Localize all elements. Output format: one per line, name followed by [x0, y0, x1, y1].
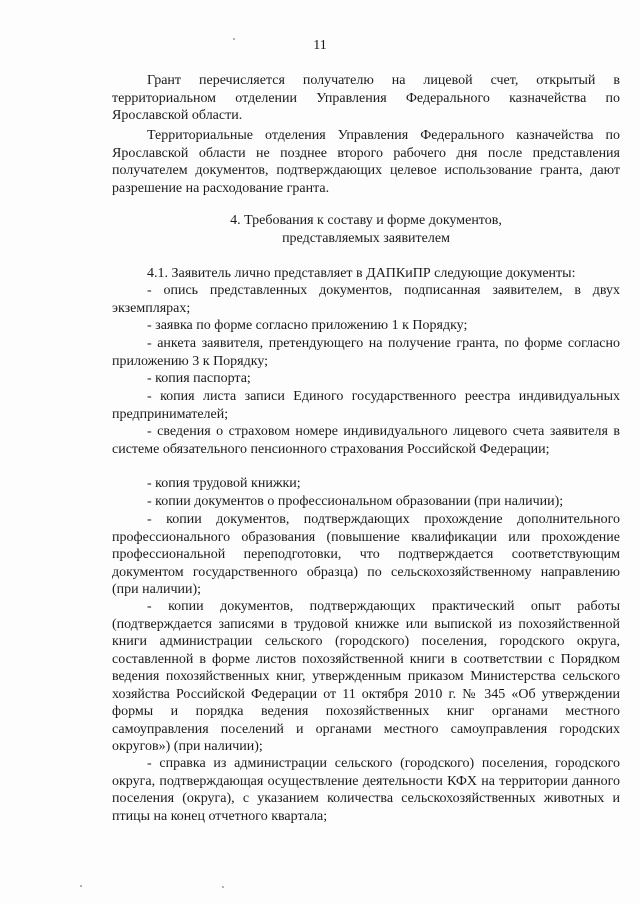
list-item-snils: - сведения о страховом номере индивидуального лицевого счета заявителя в системе обязательного пенсионного страхования Российской Федерации;: [112, 424, 620, 457]
scan-speck: [222, 886, 224, 888]
list-item-education: - копии документов о профессиональном образовании (при наличии);: [147, 494, 564, 509]
list-item-passport-copy: - копия паспорта;: [147, 371, 251, 386]
list-item-application: - заявка по форме согласно приложению 1 к Порядку;: [147, 318, 468, 333]
list-item-additional-education: - копии документов, подтверждающих прохождение дополнительного профессионального образования (повышение квалификации или прохождение профессиональной переподготовки, что подтверждается соответствующим документом государственного образца) по сельскохозяйственному направлению (при наличии);: [112, 512, 620, 597]
paragraph-grant-transfer: Грант перечисляется получателю на лицевой счет, открытый в территориальном отделении Управления Федерального казначейства по Ярославской области.: [112, 73, 620, 123]
list-item-work-experience: - копии документов, подтверждающих практический опыт работы (подтверждается записями в трудовой книжке или выпиской из похозяйственной книги администрации сельского (городского) поселения, городского округа, составленной в форме листов похозяйственной книги в соответствии с Порядком ведения похозяйственных книг, утвержденным приказом Министерства сельского хозяйства Российской Федерации от 11 октября 2010 г. № 345 «Об утверждении формы и порядка ведения похозяйственных книг органами местного самоуправления поселений и органами местного самоуправления городских округов») (при наличии);: [112, 599, 620, 754]
list-item-questionnaire: - анкета заявителя, претендующего на получение гранта, по форме согласно приложению 3 к Порядку;: [112, 336, 620, 369]
section-heading-line-1: 4. Требования к составу и форме документов,: [230, 213, 502, 228]
paragraph-treasury-permission: Территориальные отделения Управления Федерального казначейства по Ярославской области не позднее второго рабочего дня после представления получателем документов, подтверждающих целевое использование гранта, дают разрешение на расходование гранта.: [112, 128, 620, 196]
page-number: 11: [313, 38, 327, 53]
section-heading-line-2: представляемых заявителем: [282, 231, 450, 246]
scan-speck: [233, 38, 235, 40]
list-item-employment-book: - копия трудовой книжки;: [147, 476, 301, 491]
list-item-administration-certificate: - справка из администрации сельского (городского) поселения, городского округа, подтверждающая осуществление деятельности КФХ на территории данного поселения (округа), с указанием количества сельскохозяйственных животных и птицы на конец отчетного квартала;: [112, 756, 620, 824]
list-item-inventory: - опись представленных документов, подписанная заявителем, в двух экземплярах;: [112, 283, 620, 316]
scan-speck: [80, 885, 82, 887]
clause-4-1-intro: 4.1. Заявитель лично представляет в ДАПКиПР следующие документы:: [147, 266, 576, 281]
list-item-egrip-copy: - копия листа записи Единого государственного реестра индивидуальных предпринимателей;: [112, 389, 620, 422]
